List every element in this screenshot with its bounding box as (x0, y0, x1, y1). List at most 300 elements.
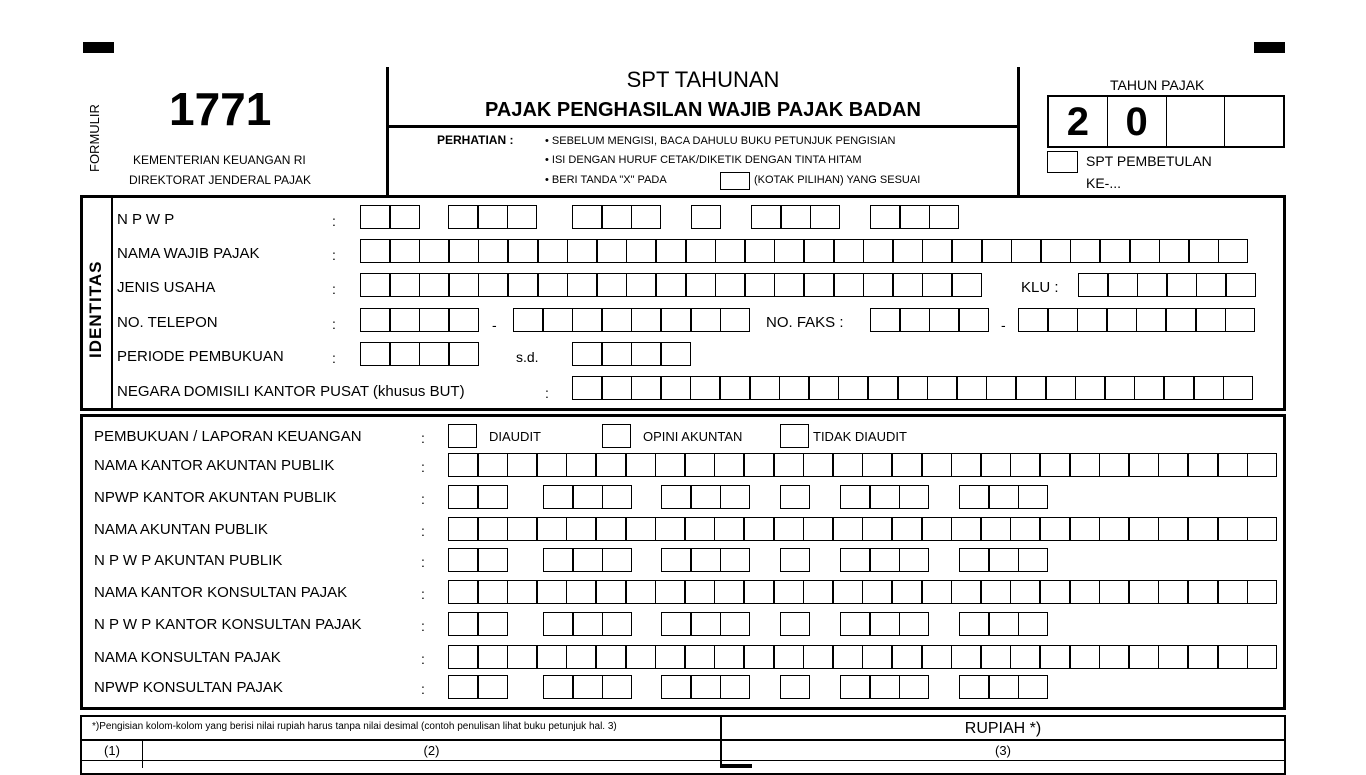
identitas-cell[interactable] (513, 308, 543, 332)
identitas-cell[interactable] (390, 239, 420, 263)
pembukuan-cell[interactable] (892, 645, 922, 669)
pembukuan-cell[interactable] (892, 580, 922, 604)
identitas-cell[interactable] (927, 376, 957, 400)
identitas-cell[interactable] (690, 376, 720, 400)
identitas-cell[interactable] (390, 342, 420, 366)
pembukuan-cell[interactable] (1188, 580, 1218, 604)
pembukuan-cell[interactable] (840, 485, 870, 509)
identitas-cell[interactable] (952, 273, 982, 297)
pembukuan-cell[interactable] (951, 580, 981, 604)
pembukuan-cell[interactable] (537, 453, 567, 477)
identitas-cell[interactable] (893, 273, 923, 297)
pembukuan-cell[interactable] (1247, 453, 1277, 477)
identitas-cell[interactable] (922, 273, 952, 297)
pembukuan-cell[interactable] (840, 612, 870, 636)
pembukuan-cell[interactable] (833, 453, 863, 477)
pembukuan-cell[interactable] (573, 485, 603, 509)
pembukuan-cell[interactable] (981, 580, 1011, 604)
identitas-cell[interactable] (448, 205, 478, 229)
pembukuan-cell[interactable] (803, 645, 833, 669)
pembukuan-cell[interactable] (448, 485, 478, 509)
identitas-cell[interactable] (745, 239, 775, 263)
identitas-cell[interactable] (1107, 308, 1137, 332)
pembukuan-cell[interactable] (1010, 453, 1040, 477)
pembukuan-cell[interactable] (478, 453, 508, 477)
pembukuan-cell[interactable] (1010, 517, 1040, 541)
pembukuan-cell[interactable] (714, 453, 744, 477)
pembukuan-cell[interactable] (803, 517, 833, 541)
pembukuan-cell[interactable] (1158, 453, 1188, 477)
diaudit-checkbox[interactable] (448, 424, 477, 448)
identitas-cell[interactable] (478, 273, 508, 297)
pembukuan-cell[interactable] (840, 675, 870, 699)
identitas-cell[interactable] (661, 376, 691, 400)
identitas-cell[interactable] (1134, 376, 1164, 400)
identitas-cell[interactable] (1136, 308, 1166, 332)
identitas-cell[interactable] (863, 273, 893, 297)
pembukuan-cell[interactable] (543, 485, 573, 509)
pembukuan-cell[interactable] (989, 612, 1019, 636)
identitas-cell[interactable] (1196, 273, 1226, 297)
identitas-cell[interactable] (804, 273, 834, 297)
identitas-cell[interactable] (661, 308, 691, 332)
pembukuan-cell[interactable] (1129, 580, 1159, 604)
identitas-cell[interactable] (834, 273, 864, 297)
pembukuan-cell[interactable] (959, 548, 989, 572)
pembukuan-cell[interactable] (478, 485, 508, 509)
tahun-digit-1[interactable]: 2 (1049, 97, 1108, 146)
identitas-cell[interactable] (1018, 308, 1048, 332)
identitas-cell[interactable] (1011, 239, 1041, 263)
pembukuan-cell[interactable] (1018, 548, 1048, 572)
pembukuan-cell[interactable] (1070, 580, 1100, 604)
pembukuan-cell[interactable] (1070, 517, 1100, 541)
pembukuan-cell[interactable] (448, 453, 478, 477)
pembukuan-cell[interactable] (720, 612, 750, 636)
pembukuan-cell[interactable] (685, 453, 715, 477)
identitas-cell[interactable] (360, 205, 390, 229)
identitas-cell[interactable] (631, 205, 661, 229)
pembukuan-cell[interactable] (691, 548, 721, 572)
pembukuan-cell[interactable] (1099, 517, 1129, 541)
identitas-cell[interactable] (1108, 273, 1138, 297)
identitas-cell[interactable] (507, 205, 537, 229)
identitas-cell[interactable] (986, 376, 1016, 400)
pembukuan-cell[interactable] (774, 645, 804, 669)
tahun-digit-3[interactable] (1167, 97, 1226, 146)
pembukuan-cell[interactable] (1129, 517, 1159, 541)
pembukuan-cell[interactable] (685, 645, 715, 669)
identitas-cell[interactable] (602, 376, 632, 400)
pembukuan-cell[interactable] (981, 453, 1011, 477)
pembukuan-cell[interactable] (448, 580, 478, 604)
pembukuan-cell[interactable] (840, 548, 870, 572)
pembukuan-cell[interactable] (780, 548, 810, 572)
identitas-cell[interactable] (1077, 308, 1107, 332)
pembukuan-cell[interactable] (507, 645, 537, 669)
pembukuan-cell[interactable] (1218, 580, 1248, 604)
pembukuan-cell[interactable] (892, 517, 922, 541)
pembukuan-cell[interactable] (661, 548, 691, 572)
identitas-cell[interactable] (779, 376, 809, 400)
identitas-cell[interactable] (390, 273, 420, 297)
pembukuan-cell[interactable] (596, 645, 626, 669)
pembukuan-cell[interactable] (661, 485, 691, 509)
identitas-cell[interactable] (626, 273, 656, 297)
identitas-cell[interactable] (1100, 239, 1130, 263)
pembukuan-cell[interactable] (1040, 580, 1070, 604)
pembukuan-cell[interactable] (951, 453, 981, 477)
pembukuan-cell[interactable] (1018, 485, 1048, 509)
identitas-cell[interactable] (631, 308, 661, 332)
pembukuan-cell[interactable] (720, 485, 750, 509)
identitas-cell[interactable] (870, 205, 900, 229)
pembukuan-cell[interactable] (566, 580, 596, 604)
identitas-cell[interactable] (360, 273, 390, 297)
identitas-cell[interactable] (602, 205, 632, 229)
pembukuan-cell[interactable] (899, 548, 929, 572)
pembukuan-cell[interactable] (1129, 453, 1159, 477)
pembukuan-cell[interactable] (596, 453, 626, 477)
identitas-cell[interactable] (1159, 239, 1189, 263)
identitas-cell[interactable] (1196, 308, 1226, 332)
identitas-cell[interactable] (982, 239, 1012, 263)
identitas-cell[interactable] (1046, 376, 1076, 400)
pembukuan-cell[interactable] (602, 548, 632, 572)
pembukuan-cell[interactable] (655, 645, 685, 669)
pembukuan-cell[interactable] (780, 675, 810, 699)
pembukuan-cell[interactable] (685, 580, 715, 604)
identitas-cell[interactable] (1194, 376, 1224, 400)
pembukuan-cell[interactable] (537, 517, 567, 541)
pembukuan-cell[interactable] (655, 580, 685, 604)
pembukuan-cell[interactable] (1218, 645, 1248, 669)
pembukuan-cell[interactable] (507, 453, 537, 477)
identitas-cell[interactable] (478, 239, 508, 263)
identitas-cell[interactable] (508, 239, 538, 263)
pembukuan-cell[interactable] (1010, 580, 1040, 604)
pembukuan-cell[interactable] (922, 517, 952, 541)
pembukuan-cell[interactable] (655, 517, 685, 541)
identitas-cell[interactable] (929, 205, 959, 229)
identitas-cell[interactable] (1075, 376, 1105, 400)
pembukuan-cell[interactable] (714, 645, 744, 669)
pembukuan-cell[interactable] (870, 548, 900, 572)
pembukuan-cell[interactable] (1158, 580, 1188, 604)
pembukuan-cell[interactable] (981, 517, 1011, 541)
identitas-cell[interactable] (870, 308, 900, 332)
identitas-cell[interactable] (597, 273, 627, 297)
identitas-cell[interactable] (626, 239, 656, 263)
pembukuan-cell[interactable] (1218, 453, 1248, 477)
pembukuan-cell[interactable] (1099, 645, 1129, 669)
identitas-cell[interactable] (959, 308, 989, 332)
identitas-cell[interactable] (1223, 376, 1253, 400)
identitas-cell[interactable] (715, 239, 745, 263)
pembukuan-cell[interactable] (870, 675, 900, 699)
identitas-cell[interactable] (419, 308, 449, 332)
identitas-cell[interactable] (449, 308, 479, 332)
pembukuan-cell[interactable] (870, 485, 900, 509)
identitas-cell[interactable] (449, 239, 479, 263)
pembukuan-cell[interactable] (989, 485, 1019, 509)
identitas-cell[interactable] (390, 308, 420, 332)
identitas-cell[interactable] (1041, 239, 1071, 263)
identitas-cell[interactable] (631, 342, 661, 366)
identitas-cell[interactable] (1225, 308, 1255, 332)
pembukuan-cell[interactable] (959, 485, 989, 509)
pembukuan-cell[interactable] (596, 580, 626, 604)
pembukuan-cell[interactable] (507, 580, 537, 604)
identitas-cell[interactable] (538, 239, 568, 263)
pembukuan-cell[interactable] (1188, 453, 1218, 477)
pembukuan-cell[interactable] (862, 453, 892, 477)
pembukuan-cell[interactable] (922, 645, 952, 669)
identitas-cell[interactable] (686, 239, 716, 263)
pembukuan-cell[interactable] (478, 645, 508, 669)
identitas-cell[interactable] (1070, 239, 1100, 263)
identitas-cell[interactable] (1137, 273, 1167, 297)
identitas-cell[interactable] (774, 273, 804, 297)
identitas-cell[interactable] (390, 205, 420, 229)
identitas-cell[interactable] (572, 376, 602, 400)
pembukuan-cell[interactable] (507, 517, 537, 541)
identitas-cell[interactable] (900, 205, 930, 229)
pembukuan-cell[interactable] (744, 517, 774, 541)
pembukuan-cell[interactable] (626, 453, 656, 477)
identitas-cell[interactable] (751, 205, 781, 229)
pembukuan-cell[interactable] (780, 485, 810, 509)
pembukuan-cell[interactable] (1158, 517, 1188, 541)
pembukuan-cell[interactable] (478, 517, 508, 541)
pembukuan-cell[interactable] (448, 645, 478, 669)
pembukuan-cell[interactable] (951, 517, 981, 541)
pembukuan-cell[interactable] (951, 645, 981, 669)
pembukuan-cell[interactable] (478, 548, 508, 572)
tahun-digit-4[interactable] (1225, 97, 1283, 146)
pembukuan-cell[interactable] (1010, 645, 1040, 669)
pembukuan-cell[interactable] (537, 645, 567, 669)
pembukuan-cell[interactable] (803, 453, 833, 477)
pembukuan-cell[interactable] (543, 612, 573, 636)
identitas-cell[interactable] (1226, 273, 1256, 297)
identitas-cell[interactable] (508, 273, 538, 297)
pembukuan-cell[interactable] (989, 548, 1019, 572)
pembukuan-cell[interactable] (744, 645, 774, 669)
pembukuan-cell[interactable] (1040, 645, 1070, 669)
pembukuan-cell[interactable] (566, 453, 596, 477)
identitas-cell[interactable] (1164, 376, 1194, 400)
identitas-cell[interactable] (774, 239, 804, 263)
identitas-cell[interactable] (691, 308, 721, 332)
pembukuan-cell[interactable] (989, 675, 1019, 699)
pembukuan-cell[interactable] (959, 675, 989, 699)
pembukuan-cell[interactable] (833, 580, 863, 604)
pembukuan-cell[interactable] (1018, 675, 1048, 699)
pembukuan-cell[interactable] (685, 517, 715, 541)
pembukuan-cell[interactable] (899, 485, 929, 509)
pembukuan-cell[interactable] (691, 485, 721, 509)
pembukuan-cell[interactable] (602, 675, 632, 699)
identitas-cell[interactable] (597, 239, 627, 263)
pembukuan-cell[interactable] (478, 675, 508, 699)
pembukuan-cell[interactable] (1040, 453, 1070, 477)
identitas-cell[interactable] (720, 376, 750, 400)
identitas-cell[interactable] (572, 205, 602, 229)
identitas-cell[interactable] (661, 342, 691, 366)
tidak-diaudit-checkbox[interactable] (780, 424, 809, 448)
identitas-cell[interactable] (360, 308, 390, 332)
pembukuan-cell[interactable] (922, 580, 952, 604)
identitas-cell[interactable] (572, 308, 602, 332)
identitas-cell[interactable] (602, 308, 632, 332)
identitas-cell[interactable] (868, 376, 898, 400)
identitas-cell[interactable] (838, 376, 868, 400)
pembukuan-cell[interactable] (1070, 645, 1100, 669)
pembukuan-cell[interactable] (661, 675, 691, 699)
identitas-cell[interactable] (898, 376, 928, 400)
identitas-cell[interactable] (810, 205, 840, 229)
pembukuan-cell[interactable] (714, 517, 744, 541)
identitas-cell[interactable] (922, 239, 952, 263)
identitas-cell[interactable] (900, 308, 930, 332)
pembukuan-cell[interactable] (661, 612, 691, 636)
identitas-cell[interactable] (449, 273, 479, 297)
pembukuan-cell[interactable] (1188, 645, 1218, 669)
pembukuan-cell[interactable] (655, 453, 685, 477)
pembukuan-cell[interactable] (1099, 453, 1129, 477)
pembukuan-cell[interactable] (862, 645, 892, 669)
pembukuan-cell[interactable] (448, 612, 478, 636)
pembukuan-cell[interactable] (1099, 580, 1129, 604)
identitas-cell[interactable] (1218, 239, 1248, 263)
pembukuan-cell[interactable] (537, 580, 567, 604)
identitas-cell[interactable] (419, 239, 449, 263)
pembukuan-cell[interactable] (899, 612, 929, 636)
pembukuan-cell[interactable] (691, 612, 721, 636)
identitas-cell[interactable] (419, 342, 449, 366)
pembukuan-cell[interactable] (626, 517, 656, 541)
pembukuan-cell[interactable] (573, 548, 603, 572)
identitas-cell[interactable] (1048, 308, 1078, 332)
pembukuan-cell[interactable] (780, 612, 810, 636)
pembukuan-cell[interactable] (573, 675, 603, 699)
identitas-cell[interactable] (567, 273, 597, 297)
pembukuan-cell[interactable] (566, 645, 596, 669)
pembukuan-cell[interactable] (543, 675, 573, 699)
pembukuan-cell[interactable] (626, 580, 656, 604)
pembukuan-cell[interactable] (833, 645, 863, 669)
pembukuan-cell[interactable] (981, 645, 1011, 669)
identitas-cell[interactable] (1166, 308, 1196, 332)
pembukuan-cell[interactable] (833, 517, 863, 541)
identitas-cell[interactable] (538, 273, 568, 297)
tahun-digit-2[interactable]: 0 (1108, 97, 1167, 146)
identitas-cell[interactable] (1016, 376, 1046, 400)
identitas-cell[interactable] (715, 273, 745, 297)
pembukuan-cell[interactable] (478, 612, 508, 636)
identitas-cell[interactable] (567, 239, 597, 263)
pembukuan-cell[interactable] (774, 517, 804, 541)
pembukuan-cell[interactable] (626, 645, 656, 669)
pembukuan-cell[interactable] (862, 517, 892, 541)
identitas-cell[interactable] (1105, 376, 1135, 400)
identitas-cell[interactable] (419, 273, 449, 297)
identitas-cell[interactable] (929, 308, 959, 332)
pembukuan-cell[interactable] (1247, 580, 1277, 604)
identitas-cell[interactable] (809, 376, 839, 400)
pembukuan-cell[interactable] (1018, 612, 1048, 636)
pembukuan-cell[interactable] (744, 453, 774, 477)
identitas-cell[interactable] (572, 342, 602, 366)
identitas-cell[interactable] (1189, 239, 1219, 263)
pembukuan-cell[interactable] (774, 580, 804, 604)
identitas-cell[interactable] (720, 308, 750, 332)
identitas-cell[interactable] (631, 376, 661, 400)
identitas-cell[interactable] (781, 205, 811, 229)
pembukuan-cell[interactable] (720, 548, 750, 572)
identitas-cell[interactable] (893, 239, 923, 263)
pembukuan-cell[interactable] (862, 580, 892, 604)
identitas-cell[interactable] (543, 308, 573, 332)
identitas-cell[interactable] (1130, 239, 1160, 263)
tahun-pajak-boxes[interactable] (1047, 95, 1285, 148)
pembukuan-cell[interactable] (448, 548, 478, 572)
opini-akuntan-checkbox[interactable] (602, 424, 631, 448)
pembukuan-cell[interactable] (596, 517, 626, 541)
pembukuan-cell[interactable] (566, 517, 596, 541)
pembukuan-cell[interactable] (892, 453, 922, 477)
pembukuan-cell[interactable] (478, 580, 508, 604)
identitas-cell[interactable] (686, 273, 716, 297)
identitas-cell[interactable] (863, 239, 893, 263)
identitas-cell[interactable] (602, 342, 632, 366)
pembukuan-cell[interactable] (1040, 517, 1070, 541)
pembukuan-cell[interactable] (448, 675, 478, 699)
identitas-cell[interactable] (804, 239, 834, 263)
pembukuan-cell[interactable] (899, 675, 929, 699)
identitas-cell[interactable] (745, 273, 775, 297)
pembukuan-cell[interactable] (573, 612, 603, 636)
identitas-cell[interactable] (957, 376, 987, 400)
pembukuan-cell[interactable] (1247, 645, 1277, 669)
identitas-cell[interactable] (691, 205, 721, 229)
pembukuan-cell[interactable] (1070, 453, 1100, 477)
pembukuan-cell[interactable] (602, 485, 632, 509)
pembukuan-cell[interactable] (959, 612, 989, 636)
identitas-cell[interactable] (478, 205, 508, 229)
identitas-cell[interactable] (449, 342, 479, 366)
identitas-cell[interactable] (360, 342, 390, 366)
pembetulan-checkbox[interactable] (1047, 151, 1078, 173)
pembukuan-cell[interactable] (714, 580, 744, 604)
identitas-cell[interactable] (1167, 273, 1197, 297)
identitas-cell[interactable] (656, 239, 686, 263)
pembukuan-cell[interactable] (602, 612, 632, 636)
identitas-cell[interactable] (656, 273, 686, 297)
pembukuan-cell[interactable] (744, 580, 774, 604)
pembukuan-cell[interactable] (803, 580, 833, 604)
pembukuan-cell[interactable] (1218, 517, 1248, 541)
pembukuan-cell[interactable] (1188, 517, 1218, 541)
pembukuan-cell[interactable] (1158, 645, 1188, 669)
pembukuan-cell[interactable] (870, 612, 900, 636)
pembukuan-cell[interactable] (1129, 645, 1159, 669)
identitas-cell[interactable] (360, 239, 390, 263)
pembukuan-cell[interactable] (543, 548, 573, 572)
identitas-cell[interactable] (952, 239, 982, 263)
identitas-cell[interactable] (1078, 273, 1108, 297)
